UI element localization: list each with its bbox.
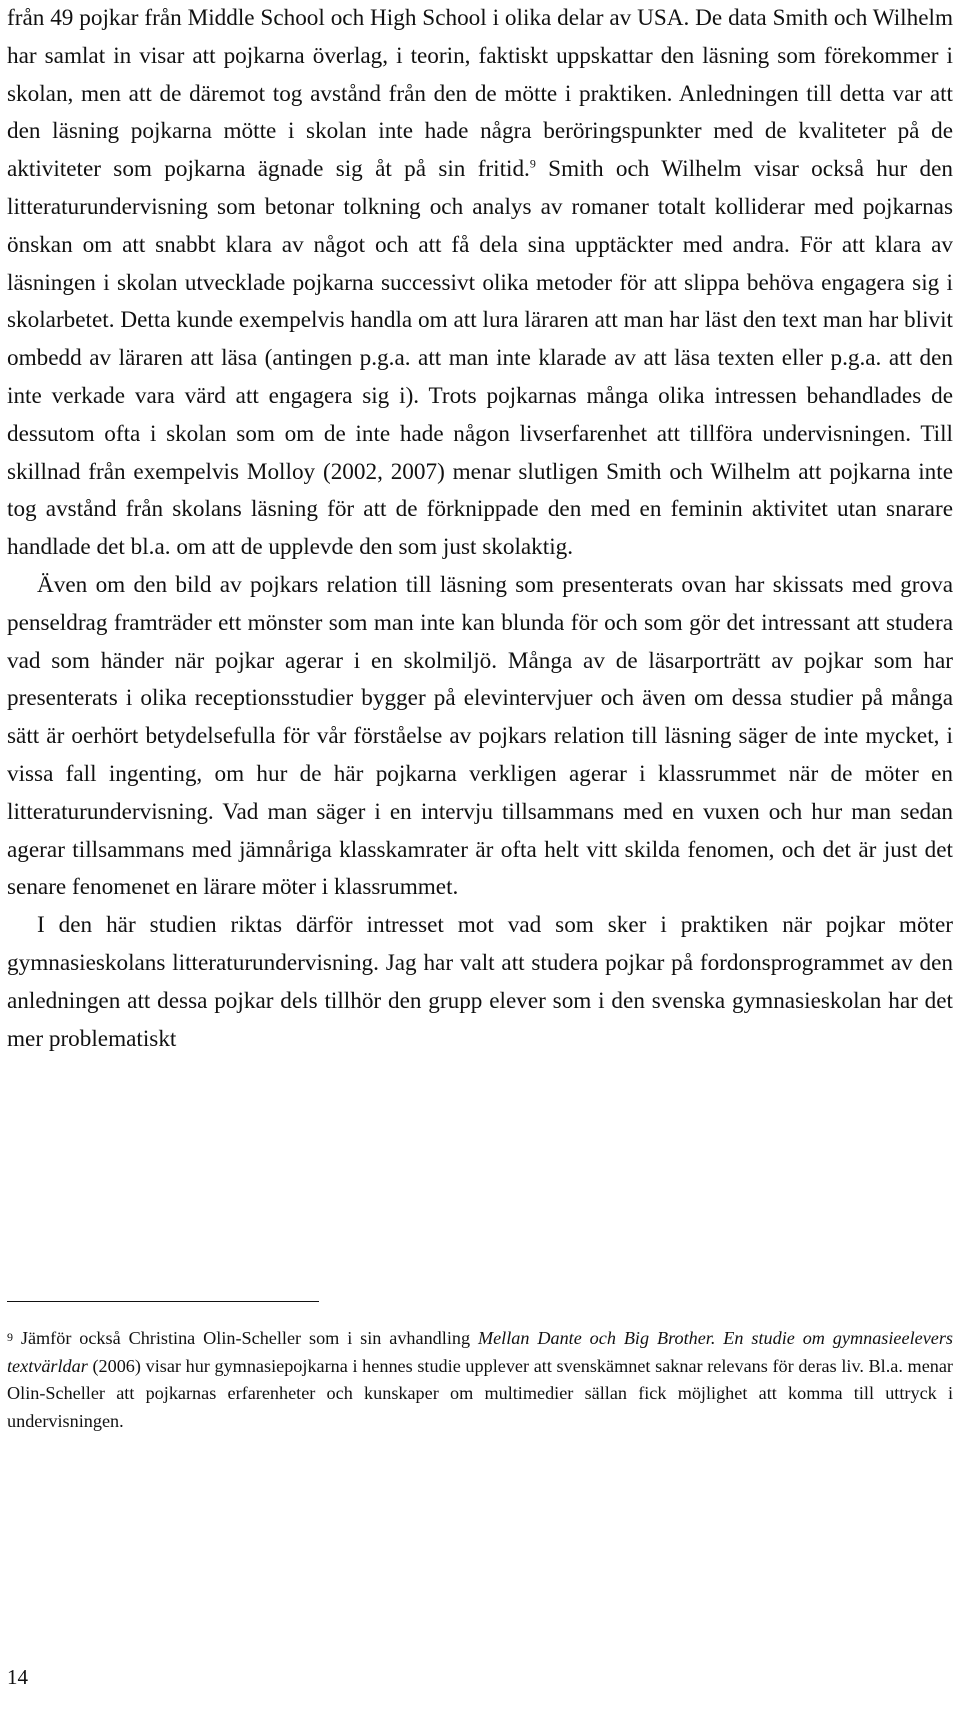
footnote-text-2: (2006) visar hur gymnasiepojkarna i hennes studie upplever att svenskämnet saknar relevans för deras liv. Bl.a. menar Olin-Scheller att pojkarnas erfarenheter och kunskaper om multimedier sällan fick möjlighet att komma till uttryck i undervisningen. [7, 1355, 953, 1431]
footnote-divider [7, 1301, 319, 1302]
footnote-reference: 9 [529, 156, 536, 171]
footnote-book-title: Mellan Dante och Big Brother. En studie om gymnasieelevers textvärldar [7, 1328, 953, 1376]
paragraph-2: Även om den bild av pojkars relation till läsning som presenterats ovan har skissats med grova penseldrag framträder ett mönster som man inte kan blunda för och som gör det intressant att studera vad som händer när pojkar agerar i en skolmiljö. Många av de läsarporträtt av pojkar som har presenterats i olika receptionsstudier bygger på elevintervjuer och även om dessa studier på många sätt är oerhört betydelsefulla för vår förståelse av pojkars relation till läsning säger de inte mycket, i vissa fall ingenting, om hur de här pojkarna verkligen agerar i klassrummet när de möter en litteraturundervisning. Vad man säger i en intervju tillsammans med en vuxen och hur man sedan agerar tillsammans med jämnåriga klasskamrater är ofta helt vitt skilda fenomen, och det är just det senare fenomenet en lärare möter i klassrummet. [7, 571, 953, 901]
paragraph-3: I den här studien riktas därför intresset mot vad som sker i praktiken när pojkar möter gymnasieskolans litteraturundervisning. Jag har valt att studera pojkar på fordonsprogrammet av den anledningen att dessa pojkar dels tillhör den grupp elever som i den svenska gymnasieskolan har det mer problematiskt [7, 912, 953, 1052]
footnote [7, 1325, 953, 1435]
footnote-number: 9 [7, 1330, 13, 1344]
paragraph-1-text-before: från 49 pojkar från Middle School och High School i olika delar av USA. De data Smith och Wilhelm har samlat in visar att pojkarna överlag, i teorin, faktiskt uppskattar den läsning som förekommer i skolan, men att de däremot tog avstånd från den de mötte i praktiken. Anledningen till detta var att den läsning pojkarna mötte i skolan inte hade några beröringspunkter med de kvaliteter på de aktiviteter som pojkarna ägnade sig åt på sin fritid. [7, 5, 953, 183]
paragraph-1-text-after: Smith och Wilhelm visar också hur den litteraturundervisning som betonar tolkning och analys av romaner totalt kolliderar med pojkarnas önskan om att snabbt klara av något och att få dela sina upptäckter med andra. För att klara av läsningen i skolan utvecklade pojkarna successivt olika metoder för att slippa behöva engagera sig i skolarbetet. Detta kunde exempelvis handla om att lura läraren att man har läst den text man har blivit ombedd av läraren att läsa (antingen p.g.a. att man inte klarade av att läsa texten eller p.g.a. att den inte verkade vara värd att engagera sig i). Trots pojkarnas många olika intressen behandlades de dessutom ofta i skolan som om de inte hade någon livserfarenhet att tillföra undervisningen. Till skillnad från exempelvis Molloy (2002, 2007) menar slutligen Smith och Wilhelm att pojkarna inte tog avstånd från skolans läsning för att de förknippade den med en feminin aktivitet utan snarare handlade det bl.a. om att de upplevde den som just skolaktig. [7, 156, 953, 561]
footnote-text-1: Jämför också Christina Olin-Scheller som i sin avhandling [13, 1328, 478, 1348]
page-number: 14 [7, 1665, 28, 1689]
body-text [7, 0, 953, 1058]
paragraph-1 [7, 0, 953, 567]
